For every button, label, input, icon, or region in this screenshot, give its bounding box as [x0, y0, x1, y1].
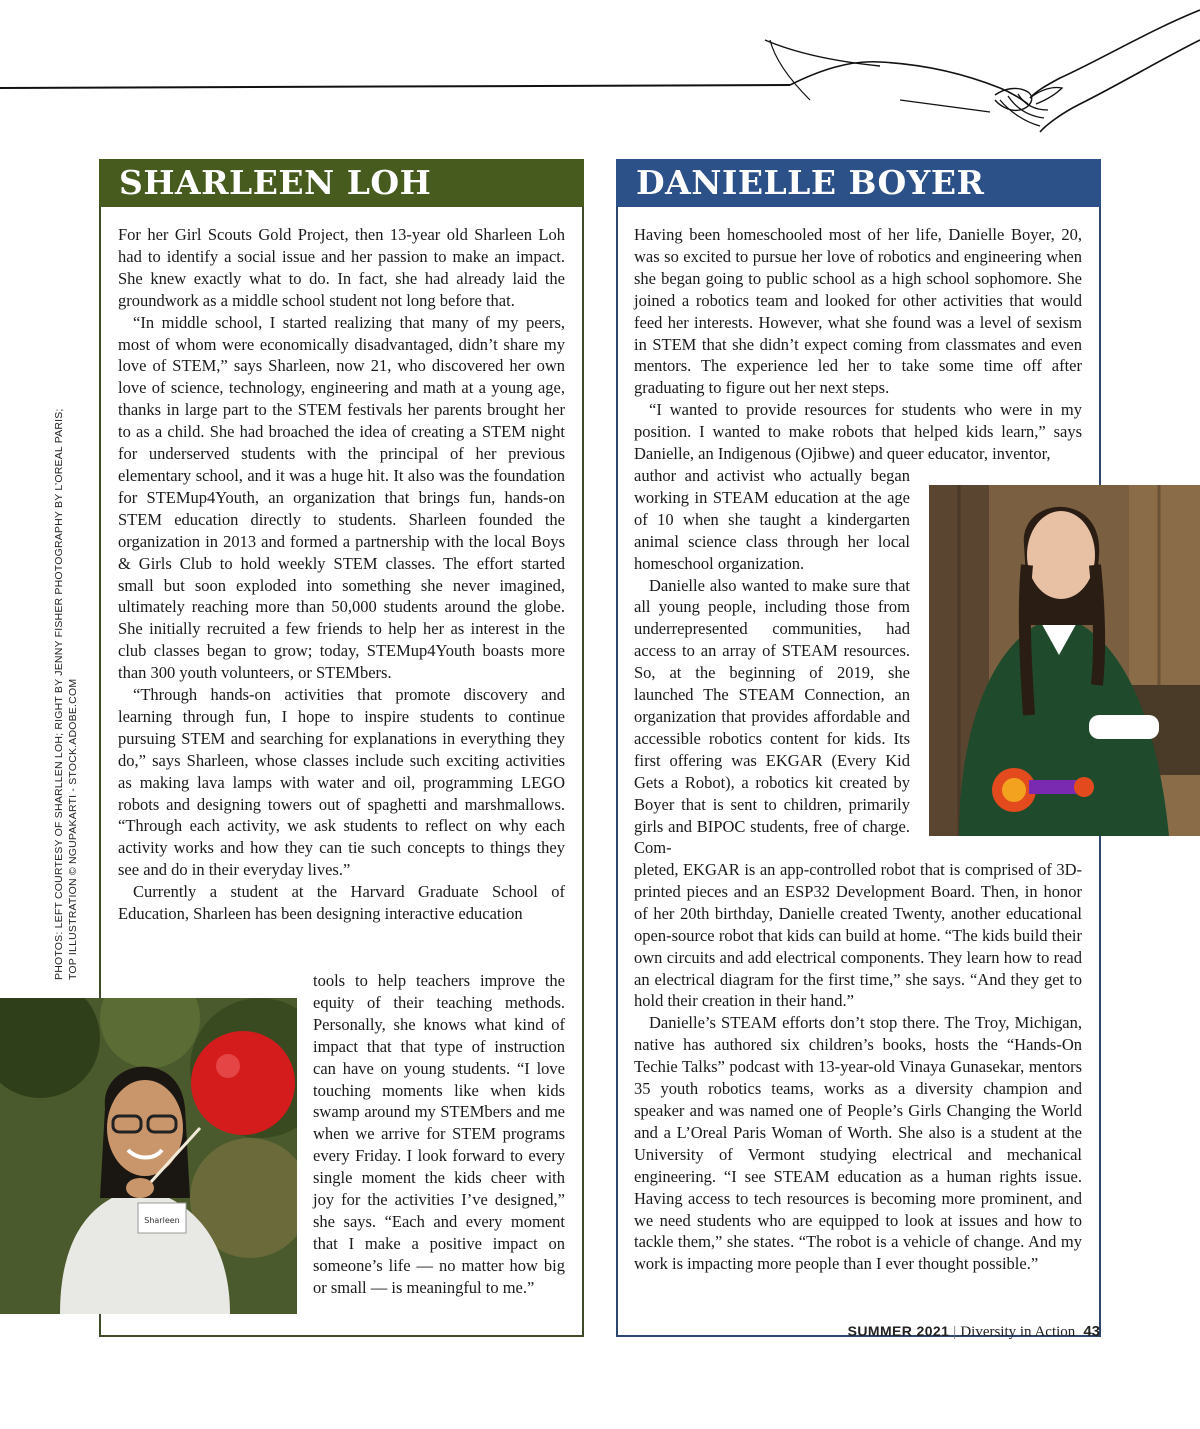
issue-season: SUMMER 2021	[847, 1323, 950, 1339]
page-footer	[700, 1323, 1100, 1341]
publication-name: Diversity in Action	[960, 1324, 1076, 1340]
danielle-boyer-heading: DANIELLE BOYER	[616, 159, 1101, 207]
photo-credit-line-1: PHOTOS: LEFT COURTESY OF SHARLLEN LOH; RIGHT BY JENNY FISHER PHOTOGRAPHY BY L’OREAL PARIS;	[53, 408, 65, 980]
danielle-boyer-photo	[929, 485, 1200, 836]
sharleen-loh-article-body	[118, 224, 565, 925]
article-paragraph: “I wanted to provide resources for students who were in my position. I wanted to make robots that helped kids learn,” says Danielle, an Indigenous (Ojibwe) and queer educator, inventor,	[634, 400, 1082, 464]
danielle-boyer-article-body	[634, 224, 1082, 465]
article-paragraph: Having been homeschooled most of her life, Danielle Boyer, 20, was so excited to pursue her love of robotics and engineering when she began going to public school as a high school sophomore. She joined a robotics team and looked for other activities that would feed her interests. However, what she found was a level of sexism in STEM that she didn’t expect coming from classmates and even mentors. The experience led her to take some time off after graduating to figure out her next steps.	[634, 225, 1082, 398]
footer-separator: |	[953, 1324, 957, 1340]
article-paragraph: tools to help teachers improve the equity of their teaching methods. Personally, she knows what kind of impact that that type of instruction can have on young students. “I love touching moments like when kids swamp around my STEMbers and me when we arrive for STEM programs every Friday. I look forward to every single moment the kids cheer with joy for the activities I’ve designed,” she says. “Each and every moment that I make a positive impact on someone’s life — no matter how big or small — is meaningful to me.”	[313, 971, 565, 1297]
article-paragraph: Danielle’s STEAM efforts don’t stop there. The Troy, Michigan, native has authored six children’s books, hosts the “Hands-On Techie Talks” podcast with 13-year-old Vinaya Gunasekar, mentors 35 youth robotics teams, works as a diversity champion and speaker and was named one of People’s Girls Changing the World and a L’Oreal Paris Woman of Worth. She also is a student at the University of Vermont studying electrical and mechanical engineering. “I see STEAM education as a human rights issue. Having access to tech resources is becoming more prominent, and we need students who are equipped to look at issues and how to tackle them,” she states. “The robot is a vehicle of change. And my work is impacting more people than I ever thought possible.”	[634, 1013, 1082, 1274]
name-badge: Sharleen	[144, 1216, 180, 1225]
danielle-boyer-article-continued	[634, 859, 1082, 1275]
photo-credit-line-2: TOP ILLUSTRATION © NGUPAKARTI - STOCK.ADOBE.COM	[67, 678, 79, 980]
article-paragraph: “In middle school, I started realizing that many of my peers, most of whom were economically disadvantaged, didn’t share my love of STEM,” says Sharleen, now 21, who discovered her own love of science, technology, engineering and math at a young age, thanks in large part to the STEM festivals her parents brought her to as a child. She had broached the idea of creating a STEM night for underserved students with the principal of her previous elementary school, and it was a huge hit. It also was the foundation for STEMup4Youth, an organization that brings fun, hands-on STEM education directly to students. Sharleen founded the organization in 2013 and formed a partnership with the local Boys & Girls Club to hold weekly STEM classes. The effort started small but soon exploded into something she never imagined, ultimately reaching more than 50,000 students around the globe. She initially recruited a few friends to help her as interest in the club classes began to grow; today, STEMup4Youth boasts more than 300 youth volunteers, or STEMbers.	[118, 312, 565, 683]
article-paragraph: Danielle also wanted to make sure that all young people, including those from underrepresented communities, had access to an array of STEAM resources. So, at the beginning of 2019, she launched The STEAM Connection, an organization that provides affordable and accessible robotics content for kids. Its first offering was EKGAR (Every Kid Gets a Robot), a robotics kit created by Boyer that is sent to children, primarily girls and BIPOC students, free of charge. Com-	[634, 575, 910, 858]
page-number: 43	[1083, 1323, 1100, 1340]
photo-credit	[52, 380, 80, 980]
danielle-boyer-article-wrap	[634, 465, 910, 859]
sharleen-loh-article-continued	[313, 970, 565, 1299]
article-paragraph: pleted, EKGAR is an app-controlled robot that is comprised of 3D-printed pieces and an ESP32 Development Board. Then, in honor of her 20th birthday, Danielle created Twenty, another educational open-source robot that kids can build at home. “The kids build their own circuits and add electrical components. They learn how to read an electrical diagram for the first time,” she says. “And they get to hold their creation in their hand.”	[634, 860, 1082, 1011]
article-paragraph: Currently a student at the Harvard Graduate School of Education, Sharleen has been designing interactive education	[118, 882, 565, 924]
article-paragraph: For her Girl Scouts Gold Project, then 13-year old Sharleen Loh had to identify a social issue and her passion to make an impact. She knew exactly what to do. In fact, she had already laid the groundwork as a middle school student not long before that.	[118, 225, 565, 310]
article-paragraph: “Through hands-on activities that promote discovery and learning through fun, I hope to inspire students to continue pursuing STEM and searching for explanations in everything they do,” says Sharleen, whose classes include such exciting activities as making lava lamps with water and oil, programming LEGO robots and designing towers out of spaghetti and marshmallows. “Through each activity, we ask students to reflect on why each activity works and how they can tie such concepts to things they see and do in their everyday lives.”	[118, 685, 565, 880]
sharleen-loh-photo	[0, 998, 297, 1314]
sharleen-loh-heading: SHARLEEN LOH	[99, 159, 584, 207]
article-paragraph: author and activist who actually began working in STEAM education at the age of 10 when she taught a kindergarten animal science class through her local homeschool organization.	[634, 466, 910, 573]
hands-line-illustration	[0, 0, 1200, 140]
